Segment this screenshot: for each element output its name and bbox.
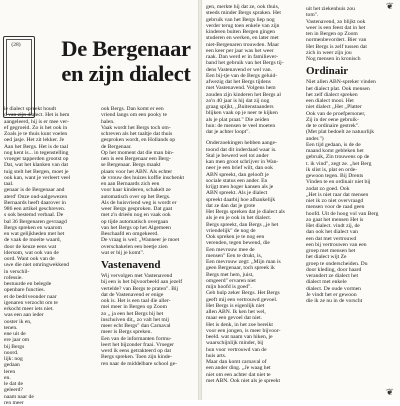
text-line: gebruik van het Bergs liep nog xyxy=(206,16,275,23)
text-line: weer Bergs gesproken. Dat gaat xyxy=(101,206,173,212)
text-line: groep met mensen het xyxy=(306,248,356,254)
text-line: steeds minder Bergs spraken. Het xyxy=(206,10,281,17)
text-line: De vraag is wel: „Wanneer je moet xyxy=(101,237,180,244)
text-line: tuig stelt het Bergen, moet je xyxy=(4,168,69,175)
text-line: Een mevrouw mee de xyxy=(206,246,255,253)
right-column-1-text-b xyxy=(206,140,300,384)
text-line: en wat gelijkheden met het xyxy=(4,231,65,237)
text-line: Het dialect. vindt zij, de xyxy=(306,223,360,229)
text-line: studeren en werken, en later met xyxy=(206,35,279,42)
text-line: een keer per jaar was het weer xyxy=(206,47,274,54)
text-line: niet dialect ,,Het ,,Platter xyxy=(306,104,362,111)
text-line: „Het is niet raar dat mensen xyxy=(306,191,369,198)
text-line: genaar is de Bergenaar and xyxy=(4,187,65,194)
text-line: gesproken wordt, en Hollands op xyxy=(101,137,176,144)
text-line: Nog mensen in kronisch xyxy=(306,56,361,62)
text-line: met ABN. Ook niet als je spreekt xyxy=(206,377,281,384)
text-line: Een tijd gedaan, is de de xyxy=(306,141,361,148)
text-line: omgeerd" ervaren niet xyxy=(206,277,256,284)
text-line: Het Bergs is zelf tussen dat xyxy=(306,43,367,50)
text-line: Zoals je te thuis kunt voelen xyxy=(4,131,68,137)
text-line: sociale status een ander. En xyxy=(206,177,268,184)
corner-ornament-icon: ❦ xyxy=(386,387,394,397)
text-line: Bernaards heeft daarover in xyxy=(4,199,66,206)
text-line: ie dialect spreekt houdt xyxy=(4,106,57,112)
text-line: dat ze dan dat je grote xyxy=(206,202,256,209)
text-line: halen. xyxy=(101,118,115,125)
text-line: was een aan ieder xyxy=(4,312,44,319)
text-line: ook Bergs. Dan komt er een xyxy=(101,106,164,112)
text-line: Maar dan komt carnaval of xyxy=(206,359,267,365)
text-line: dat de Vastenavend er enige xyxy=(101,291,164,298)
text-line: vroeger tapperden grootst op xyxy=(4,156,69,162)
text-line: Bergs spreken en waarom xyxy=(4,224,62,231)
text-line: maand komt gebleken het xyxy=(306,148,364,154)
text-line: inschuiven dit,, zo valt het mij xyxy=(101,316,169,323)
text-line: taal. xyxy=(4,181,14,187)
text-line: zo'n 40 jaar is hij dat zij nog xyxy=(206,97,270,104)
text-line: ren naar de middelbare school ge- xyxy=(101,360,177,367)
text-line: Je vindt het er gewoon xyxy=(306,291,357,298)
right-column-1-text-a xyxy=(206,4,300,135)
text-line: de te ordinaire gestrek". xyxy=(306,123,360,129)
corner-ornament-icon: ❦ xyxy=(386,1,394,11)
text-line: weer is een feest dat in het xyxy=(306,24,366,31)
text-line: ABN spreekt. Als je dialect xyxy=(206,190,268,197)
text-line: hoofd. Uit de hoog vol van Berg xyxy=(306,210,379,217)
text-line: hun voor vertrouwd van de xyxy=(206,346,267,353)
text-line: mei meer in Bergen op Zoom xyxy=(101,304,167,311)
page-number: (28) xyxy=(11,42,21,48)
text-line: Dat, wat het klanken van dat xyxy=(4,162,68,169)
text-line: aangeleerd, hij is er mee ver- xyxy=(4,118,69,125)
text-line: verenden, tegen bewend, die xyxy=(206,240,270,247)
text-line: rofessie. xyxy=(4,274,23,281)
text-line: Op het moment dat die man bin- xyxy=(101,149,174,156)
text-line: ik slist is, plat en orde- xyxy=(306,166,357,173)
text-line: en aan Bernaards zich een xyxy=(101,181,160,187)
text-line: Aan het Bergs. Het is de taal xyxy=(4,143,69,150)
text-line: overschakelen een beetje zien xyxy=(101,243,168,250)
left-column-2-text-b xyxy=(101,273,195,367)
text-line: krijgt men hoger kansen als je xyxy=(206,184,274,190)
text-line: ander.") xyxy=(306,135,324,142)
text-line: normenbevordert. Bier van xyxy=(306,37,367,44)
text-line: le dat de xyxy=(4,381,23,387)
text-line: als je plat praat." Die zeiden xyxy=(206,116,270,123)
text-line: toond dat dit inderdaad waar is. xyxy=(206,146,277,153)
text-line: van het Bergs op het Algemeen xyxy=(101,224,171,231)
text-line: meer echt Bergs" dan Carnaval xyxy=(101,323,171,329)
text-line: bestuurde en belegde xyxy=(4,281,52,287)
text-line: Ook van de proefpersoner, xyxy=(306,110,366,117)
text-line: de vaak de moeite waard, xyxy=(4,237,61,244)
text-line: neer je een brief wilt, dan ook xyxy=(206,165,273,172)
text-line: met z'n drieën nog en vaak ook xyxy=(101,212,171,219)
text-line: Onderzoekingen hebben aange- xyxy=(206,140,277,147)
text-line: blijken vaak op je neer te kijken xyxy=(206,110,278,117)
text-line: ook kan, want je verleert veel xyxy=(4,174,71,181)
text-line: d van zijn dialect. Het is hem xyxy=(4,112,70,119)
section-heading-ordinair: Ordinair xyxy=(306,65,349,78)
text-line: ooster ik en, xyxy=(4,318,32,325)
text-line: als je en je ook in het dialect. xyxy=(206,215,272,222)
text-line: erkocht meer iets niet. xyxy=(4,306,54,312)
text-line: gen, merkte hij dat ze, ook thuis, xyxy=(206,4,280,10)
text-line: leren xyxy=(4,368,16,375)
text-line: vertelde? van Bergs te praten". Bij xyxy=(101,285,179,292)
text-line: nog kent is... in tegenstelling xyxy=(4,149,69,156)
text-line: oord. Want ook van de xyxy=(4,256,55,262)
text-line: voor haar kinderen, schakelt ze xyxy=(101,187,171,194)
text-line: dan ook het dialect van xyxy=(306,229,358,236)
text-line: niet om een achter dat niet te xyxy=(206,371,271,378)
text-line: band het gebruik van het Bergs tij- xyxy=(206,60,284,67)
text-line: met Vastenavend. Volgens hem xyxy=(206,85,276,92)
text-line: Ook spreken je te nog een xyxy=(206,234,265,240)
text-line: die ik ze nu in de vorscht xyxy=(306,298,363,304)
text-line: se Bergenaar. Bergs maakt xyxy=(101,162,161,169)
text-line: lijk: nog xyxy=(4,356,23,362)
text-line: maar een gevoel dat niet. xyxy=(206,315,263,322)
text-line: gedaan xyxy=(4,362,20,369)
text-line: ene uit de xyxy=(4,331,26,337)
text-line: ook is. Het is een taal die aller- xyxy=(101,298,171,304)
text-line: meer is Bergs spreken. xyxy=(101,329,152,336)
text-line: Een mevrouw zegt: ,,Mijn man is xyxy=(206,259,281,265)
text-line: graag spijkt, ,,Buitenstaanders xyxy=(206,104,274,110)
text-line: raak. Dan werd er in familiever- xyxy=(206,54,278,60)
text-line: en. xyxy=(4,374,11,381)
text-line: Stal je bewerd wel tot ander xyxy=(206,152,269,159)
text-line: automatisch over op het Bergs. xyxy=(101,193,171,200)
text-line: igenaren verzocht om te xyxy=(4,299,58,306)
text-line: dens Vastenavend er wel van. xyxy=(206,66,272,73)
text-line: de vrouw des huizes koffie inschenkt xyxy=(101,174,185,181)
text-line: schreven als het taaltje dat thuis xyxy=(101,131,173,137)
left-page xyxy=(0,0,198,406)
text-line: Beschaafd en omgekeerd. xyxy=(101,231,159,237)
text-line: mijn hoofd is goed". xyxy=(206,284,252,290)
text-line: mensen voor de raad geen xyxy=(306,204,365,211)
text-line: naam naar de xyxy=(4,393,34,400)
text-line: een ander ding. ,,Je waag het xyxy=(206,365,271,372)
text-line: t. ik vind", zegt ze. ,,het Berg xyxy=(306,160,372,167)
text-line: een dat met vertrouwd xyxy=(306,235,357,242)
text-line: zich in weer zijn jou xyxy=(306,49,352,56)
text-line: Vaak wordt het Bergs toch om- xyxy=(101,124,171,131)
text-line: het dialect wijt Ze xyxy=(306,254,347,261)
text-line: Bergs spreekt, dan Bergs ,,je het xyxy=(206,221,279,228)
text-line: bij een is het bijvoorbeeld aan jezelf xyxy=(101,279,183,286)
text-line: oed jasje. Het zit lekker. Je xyxy=(4,137,65,144)
text-line: geeft mij een vertrouwd gevoel. xyxy=(206,296,278,303)
text-line: waarschijnlijk minder, bij xyxy=(206,340,264,347)
text-line: door de keuze eens wat xyxy=(4,243,57,250)
left-column-2-text-a xyxy=(101,106,195,256)
text-line: een bij vertrouwen van een xyxy=(306,241,367,248)
text-line: de Bergenaar. xyxy=(101,143,132,150)
left-column-1 xyxy=(4,106,94,406)
text-line: Het Bergs spreken dat je dialect als xyxy=(206,209,285,215)
text-line: Een bij-tje van de Bergs geluid- xyxy=(206,72,278,79)
text-line: et de bedriveonder naar xyxy=(4,293,57,300)
text-line: kinderen buiten Bergen gingen xyxy=(206,29,276,35)
text-line: het zelf dialect spreken xyxy=(306,91,358,98)
text-line: verandert ze dialect het xyxy=(306,273,359,279)
text-line: ABN spreekt, dan gelooft je xyxy=(206,171,269,178)
text-line: uwe die niet omringwekkend xyxy=(4,262,70,269)
text-line: werd ik eens getrakteerd op dat xyxy=(101,348,172,354)
text-line: plaats voor het ABN. Als echter xyxy=(101,168,173,175)
text-line: ere jaar om xyxy=(4,337,30,344)
text-line: Het Bergs is eigenlijk niet xyxy=(206,302,265,309)
text-line: verder terug toen enkele van zijn xyxy=(206,22,280,29)
text-line: door kleding, door haard xyxy=(306,266,362,273)
text-line: bij Bergs xyxy=(4,343,25,350)
text-line: wat er bij je komt". xyxy=(101,249,145,256)
text-line: afwezig dat het Bergs tijdens xyxy=(206,79,271,85)
text-line: (Met plat bedoelt ze natuurlijk xyxy=(306,129,375,136)
text-line: Bergs spreken. Toen zijn kinde- xyxy=(101,354,173,361)
text-line: Geb hulp zeker Bergs. Het Bergs xyxy=(206,290,280,297)
article-title: De Bergenaar en zijn dialect xyxy=(61,36,191,86)
text-line: tom". xyxy=(306,12,319,19)
text-line: Een van de informanten formu- xyxy=(101,335,172,342)
text-line: mensen" Een te drukt, is, xyxy=(206,252,263,259)
text-line: geen Bergenaar, toch spreek ik xyxy=(206,265,275,272)
text-line: ef gegroeid. Zo is het ook in xyxy=(4,124,68,131)
text-line: vriend langs om een pooky te xyxy=(101,112,168,119)
text-line: zo ,, ja een het Bergs bij het xyxy=(101,310,164,317)
text-line: Als de huisvriend weg is wordt er xyxy=(101,199,177,206)
right-column-2-text-a xyxy=(306,6,396,62)
text-line: spreekt daarbij hoe afhankelijk xyxy=(206,196,276,203)
text-line: Het is denk, in het zoe bereikt xyxy=(206,321,273,328)
right-page xyxy=(202,0,400,400)
text-line: Vastenavend, zo blijkt ook xyxy=(306,18,366,25)
text-line: 986 een artikel geschreven. xyxy=(4,206,66,212)
text-line: leert het bijzonder fraai. Vroeger xyxy=(101,341,175,348)
right-column-1 xyxy=(206,4,300,400)
text-line: hun: de mensen te veel moeten xyxy=(206,122,276,129)
text-line: vriendelijk" de nog de xyxy=(206,227,256,234)
text-line: dialect met enkele xyxy=(306,279,347,286)
text-line: niet ik zo niet overvraagd xyxy=(306,198,364,204)
text-line: noord. xyxy=(4,349,19,356)
right-column-2 xyxy=(306,6,396,400)
text-line: tenen. xyxy=(4,324,18,331)
text-line: Wij vervolgen met Vastenavend xyxy=(101,273,173,279)
text-line: ren meer xyxy=(4,399,24,406)
text-line: Zij in der eene gebruik- xyxy=(306,116,359,123)
text-line: bal 36 Bergenaren gevraagd xyxy=(4,218,67,225)
text-line: ten in Bergen op Zoom xyxy=(306,31,358,37)
text-line: dialect. De oude vormen xyxy=(306,285,361,292)
text-line: uit het ziekenhuis zou xyxy=(306,6,355,12)
text-line: aterd' Onze oud-aalgewezen xyxy=(4,193,68,200)
text-line: in verschil- xyxy=(4,268,30,275)
text-line: voor een jongen, is meer bijvoor- xyxy=(206,327,281,334)
left-column-1-text xyxy=(4,106,94,406)
text-line: zo gaat het mensen Het is xyxy=(306,216,364,223)
text-line: zodat zo goed. Ook xyxy=(306,185,350,192)
section-heading-vastenavend: Vastenavend xyxy=(101,259,161,271)
text-line: gewoon tegen. Bij Drents xyxy=(306,173,364,179)
text-line: dat je achter loopt". xyxy=(206,129,250,135)
right-column-2-text-b xyxy=(306,79,396,304)
text-line: het dialect plat. Ook mensen xyxy=(306,85,370,92)
text-line: openbare functies. xyxy=(4,287,46,294)
text-line: kan men groot schrijver in Wan- xyxy=(206,159,279,165)
text-line: ldersom, wat ook van de xyxy=(4,249,59,256)
text-line: groep te onderscheiden. Du xyxy=(306,260,368,267)
left-column-2 xyxy=(101,106,195,400)
text-line: beeld. wat naam van hiken, je xyxy=(206,334,273,340)
text-line: niet-Bergenaren trouwden. Maar xyxy=(206,41,280,48)
text-line: Vinden te en ordinair niet bij xyxy=(306,179,371,186)
text-line: Bergs met hem, juist, xyxy=(206,271,254,278)
text-line: zouden zijn kinderen het Bergs al xyxy=(206,91,281,98)
text-line: Niet allen ABN-spreker vinden xyxy=(306,79,376,86)
text-line: s ook bestemd verbaal. De xyxy=(4,212,64,219)
text-line: gebruik, Zin trouwens op de xyxy=(306,154,370,161)
text-line: huis arts. xyxy=(206,352,227,359)
text-line: een dialect mooi. Het xyxy=(306,98,354,104)
text-line: geleerd? xyxy=(4,387,23,394)
text-line: allen ABN. Ik ken het wel, xyxy=(206,309,266,315)
text-line: op tijde automatisch overgaan xyxy=(101,218,169,225)
text-line: nen is een Bergenaar een Berg- xyxy=(101,156,171,162)
